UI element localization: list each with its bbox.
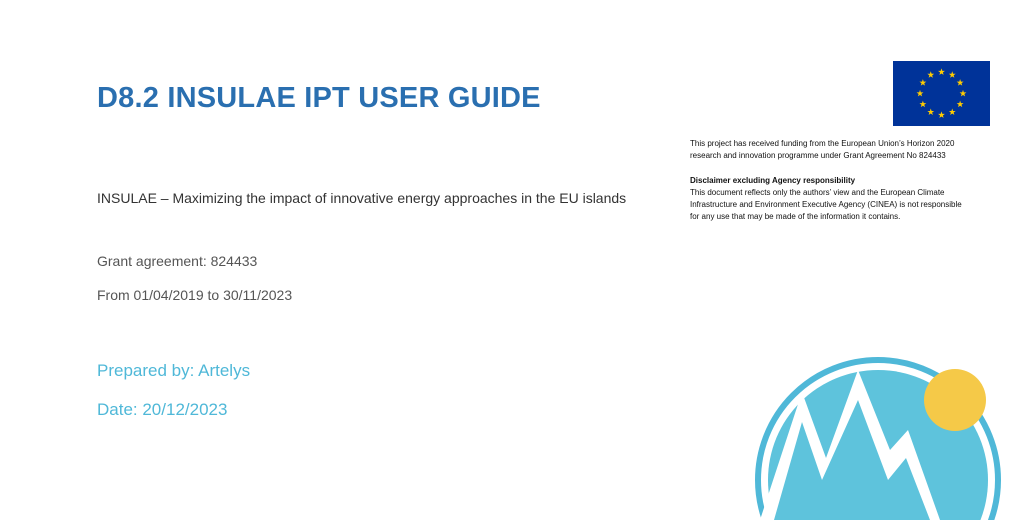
logo-sun [924, 369, 986, 431]
disclaimer-line: for any use that may be made of the information it contains. [690, 212, 901, 221]
project-period: From 01/04/2019 to 30/11/2023 [97, 287, 293, 303]
eu-flag-icon [893, 61, 990, 126]
disclaimer-title: Disclaimer excluding Agency responsibility [690, 176, 856, 185]
disclaimer-line: Infrastructure and Environment Executive Agency (CINEA) is not responsible [690, 200, 962, 209]
funding-line: research and innovation programme under Grant Agreement No 824433 [690, 151, 946, 160]
insulae-logo-icon [740, 330, 1024, 520]
document-title: D8.2 INSULAE IPT USER GUIDE [97, 82, 541, 114]
prepared-by: Prepared by: Artelys [97, 361, 251, 380]
grant-agreement: Grant agreement: 824433 [97, 253, 258, 269]
document-date: Date: 20/12/2023 [97, 400, 228, 419]
project-subtitle: INSULAE – Maximizing the impact of innovative energy approaches in the EU islands [97, 190, 627, 206]
disclaimer-line: This document reflects only the authors’ view and the European Climate [690, 188, 945, 197]
funding-line: This project has received funding from the European Union’s Horizon 2020 [690, 139, 955, 148]
funding-notice [690, 138, 1010, 223]
